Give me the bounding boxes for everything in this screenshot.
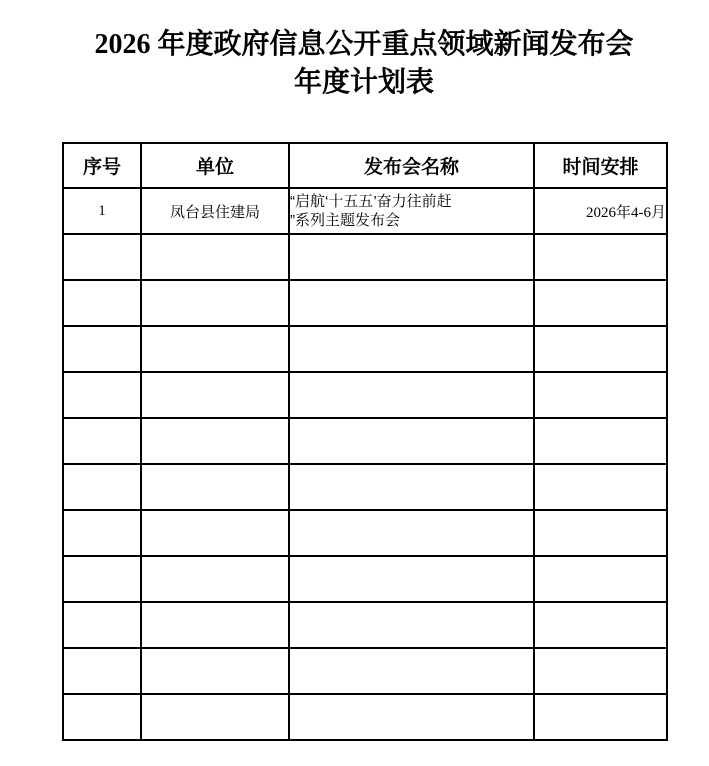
cell-name-line-1: “启航‘十五五’奋力往前赶 bbox=[290, 193, 452, 210]
empty-cell bbox=[141, 556, 289, 602]
empty-cell bbox=[63, 418, 141, 464]
empty-cell bbox=[534, 648, 667, 694]
page-title-line-1: 2026 年度政府信息公开重点领域新闻发布会 bbox=[94, 29, 634, 60]
empty-cell bbox=[63, 602, 141, 648]
empty-cell bbox=[289, 694, 534, 740]
empty-row bbox=[63, 602, 667, 648]
empty-cell bbox=[141, 280, 289, 326]
plan-table bbox=[62, 142, 668, 741]
plan-table-body bbox=[63, 188, 667, 740]
cell-index: 1 bbox=[63, 188, 141, 234]
table-header-row bbox=[63, 143, 667, 188]
cell-name bbox=[289, 188, 534, 234]
empty-cell bbox=[289, 648, 534, 694]
empty-cell bbox=[63, 648, 141, 694]
empty-cell bbox=[289, 234, 534, 280]
empty-cell bbox=[63, 326, 141, 372]
empty-cell bbox=[141, 326, 289, 372]
empty-cell bbox=[289, 556, 534, 602]
empty-cell bbox=[534, 280, 667, 326]
header-cell-time: 时间安排 bbox=[534, 143, 667, 188]
empty-cell bbox=[141, 602, 289, 648]
empty-cell bbox=[63, 694, 141, 740]
empty-cell bbox=[141, 372, 289, 418]
cell-time: 2026年4-6月 bbox=[534, 188, 667, 234]
empty-cell bbox=[63, 280, 141, 326]
empty-cell bbox=[63, 510, 141, 556]
empty-row bbox=[63, 648, 667, 694]
empty-cell bbox=[63, 556, 141, 602]
empty-cell bbox=[141, 648, 289, 694]
cell-unit: 凤台县住建局 bbox=[141, 188, 289, 234]
empty-cell bbox=[289, 372, 534, 418]
empty-cell bbox=[534, 464, 667, 510]
empty-row bbox=[63, 326, 667, 372]
empty-cell bbox=[289, 510, 534, 556]
header-cell-name: 发布会名称 bbox=[289, 143, 534, 188]
header-cell-unit: 单位 bbox=[141, 143, 289, 188]
empty-cell bbox=[141, 234, 289, 280]
empty-cell bbox=[534, 418, 667, 464]
page-title-line-2: 年度计划表 bbox=[293, 67, 434, 98]
empty-row bbox=[63, 464, 667, 510]
empty-row bbox=[63, 510, 667, 556]
empty-cell bbox=[141, 694, 289, 740]
empty-row bbox=[63, 234, 667, 280]
empty-cell bbox=[289, 326, 534, 372]
empty-cell bbox=[289, 280, 534, 326]
cell-name-line-2: ”系列主题发布会 bbox=[290, 212, 400, 229]
empty-row bbox=[63, 556, 667, 602]
empty-cell bbox=[63, 234, 141, 280]
table-row bbox=[63, 188, 667, 234]
empty-cell bbox=[534, 694, 667, 740]
empty-cell bbox=[289, 464, 534, 510]
empty-cell bbox=[289, 418, 534, 464]
document-content bbox=[62, 0, 666, 741]
empty-cell bbox=[534, 556, 667, 602]
header-cell-index: 序号 bbox=[63, 143, 141, 188]
empty-cell bbox=[289, 602, 534, 648]
empty-row bbox=[63, 694, 667, 740]
empty-cell bbox=[534, 234, 667, 280]
empty-cell bbox=[63, 464, 141, 510]
empty-cell bbox=[63, 372, 141, 418]
empty-cell bbox=[534, 326, 667, 372]
empty-cell bbox=[534, 372, 667, 418]
empty-cell bbox=[141, 464, 289, 510]
empty-row bbox=[63, 280, 667, 326]
empty-row bbox=[63, 372, 667, 418]
page-title bbox=[62, 0, 666, 102]
empty-cell bbox=[534, 602, 667, 648]
empty-cell bbox=[141, 418, 289, 464]
empty-row bbox=[63, 418, 667, 464]
empty-cell bbox=[534, 510, 667, 556]
empty-cell bbox=[141, 510, 289, 556]
